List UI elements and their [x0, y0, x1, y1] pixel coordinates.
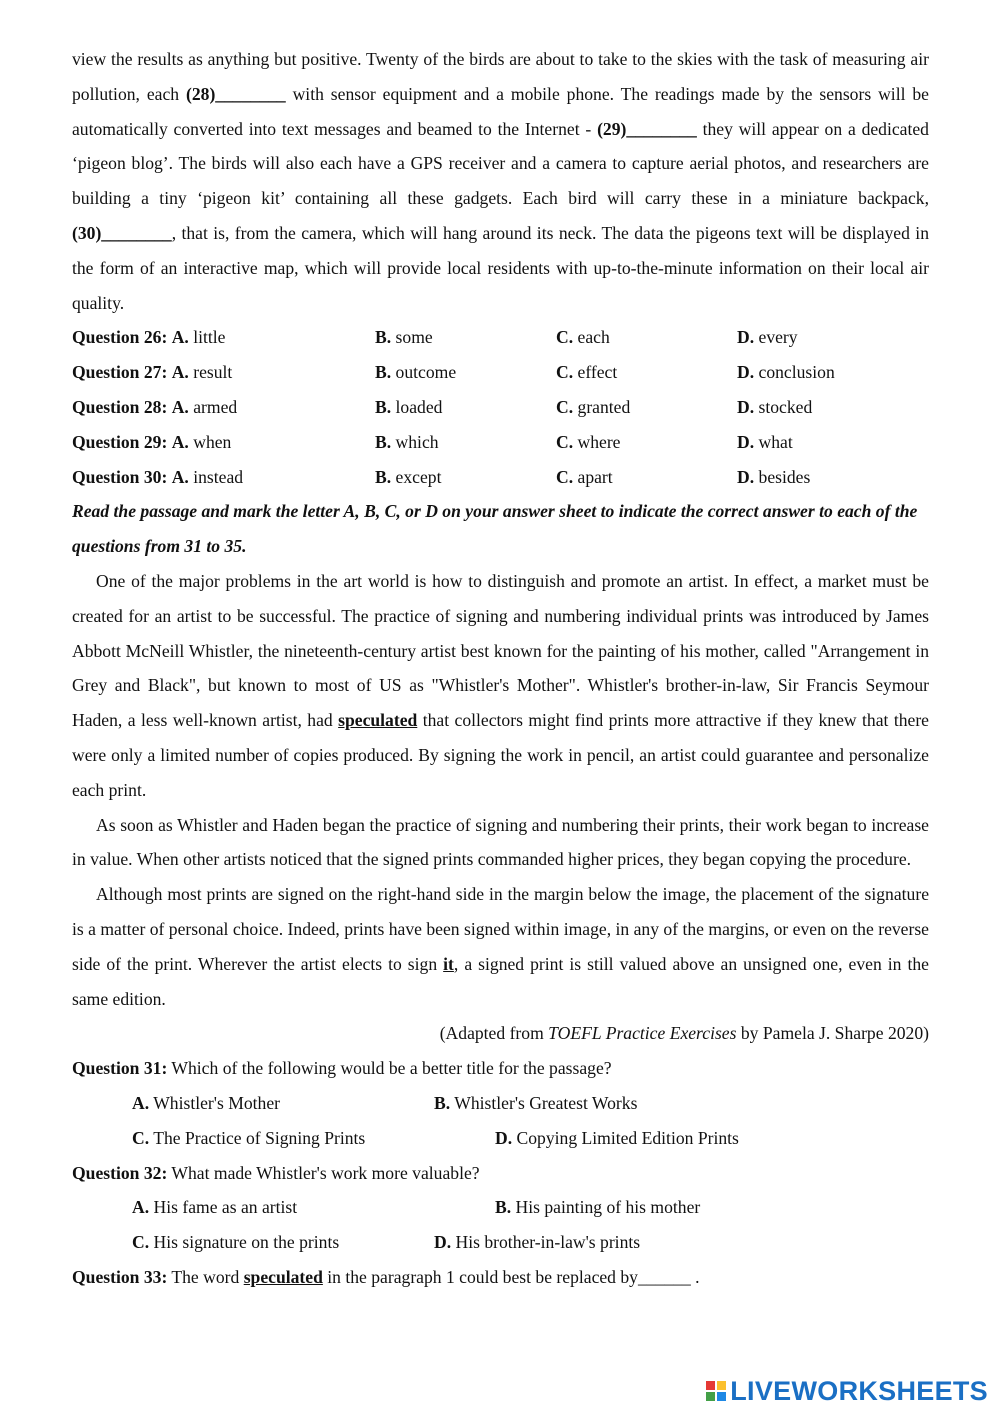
question-32-options-cd: C. His signature on the prints D. His brother-in-law's prints — [132, 1232, 641, 1253]
passage-paragraph-1: One of the major problems in the art world is how to distinguish and promote an artist. In effect, a market must be created for an artist to be successful. The practice of signing and numbering individual prints was introduced by James Abbott McNeill Whistler, the nineteenth-century artist best known for the painting of his mother, called "Arrangement in Grey and Black", but known to most of US as "Whistler's Mother". Whistler's brother-in-law, Sir Francis Seymour Haden, a less well-known artist, had speculated that collectors might find prints more attractive if they knew that there were only a limited number of copies produced. By signing the work in pencil, an artist could guarantee and personalize each print. — [72, 570, 929, 800]
question-33: Question 33: The word speculated in the paragraph 1 could best be replaced by______ . — [72, 1266, 700, 1287]
question-26: Question 26: A. little B. some C. each D. every — [72, 327, 798, 348]
passage-paragraph-2: As soon as Whistler and Haden began the practice of signing and numbering their prints, their work began to increase in value. When other artists noticed that the signed prints commanded higher prices, they began copying the procedure. — [72, 814, 929, 870]
liveworksheets-wordmark: LIVEWORKSHEETS — [730, 1375, 988, 1406]
blank-28: (28)________ — [186, 83, 286, 104]
keyword-speculated: speculated — [338, 710, 418, 731]
question-32-options-ab: A. His fame as an artist B. His painting of his mother — [132, 1197, 701, 1218]
blank-30: (30)________ — [72, 222, 172, 243]
question-28: Question 28: A. armed B. loaded C. granted D. stocked — [72, 396, 813, 417]
worksheet-page — [72, 42, 929, 1295]
logo-square-yellow — [717, 1381, 726, 1390]
passage-paragraph-3: Although most prints are signed on the right-hand side in the margin below the image, the placement of the signature is a matter of personal choice. Indeed, prints have been signed within image, in any of the margins, or even on the reverse side of the print. Wherever the artist elects to sign it, a signed print is still valued above an unsigned one, even in the same edition. — [72, 884, 929, 1009]
question-30: Question 30: A. instead B. except C. apart D. besides — [72, 466, 811, 487]
blank-29: (29)________ — [597, 118, 697, 139]
liveworksheets-logo-icon — [706, 1381, 726, 1401]
question-29: Question 29: A. when B. which C. where D. what — [72, 431, 793, 452]
question-32: Question 32: What made Whistler's work more valuable? — [72, 1162, 480, 1183]
reading-instruction: Read the passage and mark the letter A, B, C, or D on your answer sheet to indicate the correct answer to each of the questions from 31 to 35. — [72, 501, 918, 557]
liveworksheets-logo — [706, 1376, 988, 1406]
logo-square-red — [706, 1381, 715, 1390]
cloze-questions — [72, 320, 929, 494]
question-27: Question 27: A. result B. outcome C. effect D. conclusion — [72, 362, 835, 383]
logo-square-green — [706, 1392, 715, 1401]
question-31-options-ab: A. Whistler's Mother B. Whistler's Greatest Works — [132, 1092, 638, 1113]
question-31: Question 31: Which of the following would be a better title for the passage? — [72, 1058, 612, 1079]
passage-cloze: view the results as anything but positive. Twenty of the birds are about to take to the skies with the task of measuring air pollution, each (28)________ with sensor equipment and a mobile phone. The readings made by the sensors will be automatically converted into text messages and beamed to the Internet - (29)________ they will appear on a dedicated ‘pigeon blog’. The birds will also each have a GPS receiver and a camera to capture aerial photos, and researchers are building a tiny ‘pigeon kit’ containing all these gadgets. Each bird will carry these in a miniature backpack, (30)________, that is, from the camera, which will hang around its neck. The data the pigeons text will be displayed in the form of an interactive map, which will provide local residents with up-to-the-minute information on their local air quality. — [72, 49, 929, 313]
source-citation: (Adapted from TOEFL Practice Exercises by Pamela J. Sharpe 2020) — [439, 1023, 929, 1044]
question-31-options-cd: C. The Practice of Signing Prints D. Copying Limited Edition Prints — [132, 1127, 739, 1148]
logo-square-blue — [717, 1392, 726, 1401]
keyword-it: it — [443, 953, 454, 974]
